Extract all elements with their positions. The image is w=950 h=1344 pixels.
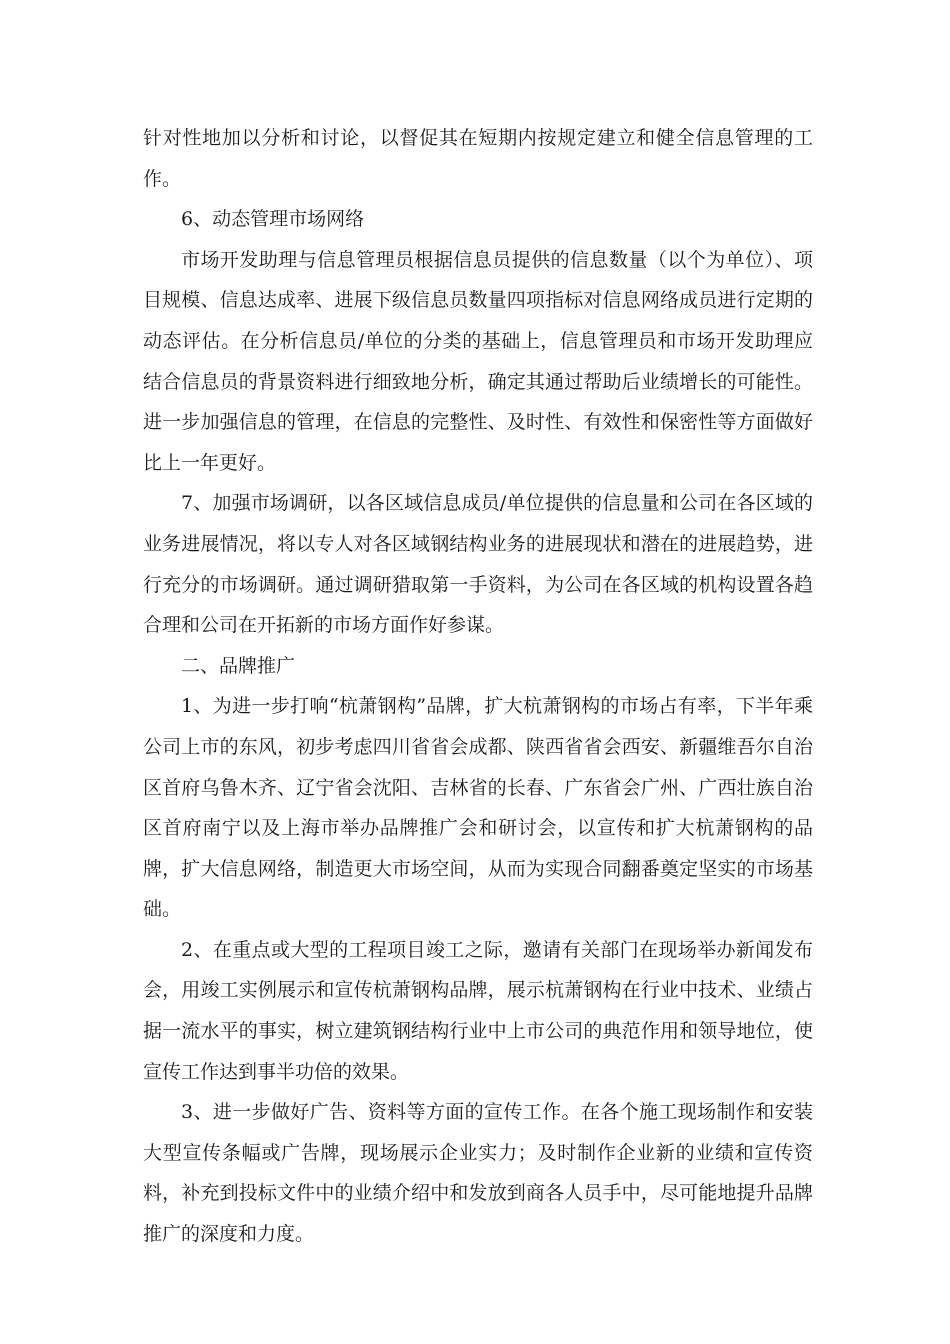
section-heading-brand-promotion: 二、品牌推广 — [181, 654, 296, 677]
paragraph-dynamic-management: 市场开发助理与信息管理员根据信息员提供的信息数量（以个为单位）、项目规模、信息达成率、进展下级信息员数量四项指标对信息网络成员进行定期的动态评估。在分析信息员/单位的分类的基础上，信息管理员和市场开发助理应结合信息员的背景资料进行细致地分析，确定其通过帮助后业绩增长的可能性。进一步加强信息的管理，在信息的完整性、及时性、有效性和保密性等方面做好比上一年更好。 — [143, 248, 813, 474]
paragraph-brand-item-1: 1、为进一步打响“杭萧钢构”品牌，扩大杭萧钢构的市场占有率，下半年乘公司上市的东风，初步考虑四川省省会成都、陕西省省会西安、新疆维吾尔自治区首府乌鲁木齐、辽宁省会沈阳、吉林省的长春、广东省会广州、广西壮族自治区首府南宁以及上海市举办品牌推广会和研讨会，以宣传和扩大杭萧钢构的品牌，扩大信息网络，制造更大市场空间，从而为实现合同翻番奠定坚实的市场基础。 — [143, 695, 813, 921]
paragraph-continuation: 针对性地加以分析和讨论，以督促其在短期内按规定建立和健全信息管理的工作。 — [143, 127, 813, 190]
document-body — [143, 118, 813, 1255]
paragraph-market-research: 7、加强市场调研，以各区域信息成员/单位提供的信息量和公司在各区域的业务进展情况，将以专人对各区域钢结构业务的进展现状和潜在的进展趋势，进行充分的市场调研。通过调研猎取第一手资料，为公司在各区域的机构设置各趋合理和公司在开拓新的市场方面作好参谋。 — [143, 492, 813, 637]
paragraph-brand-item-3: 3、进一步做好广告、资料等方面的宣传工作。在各个施工现场制作和安装大型宣传条幅或广告牌，现场展示企业实力；及时制作企业新的业绩和宣传资料，补充到投标文件中的业绩介绍中和发放到商各人员手中，尽可能地提升品牌推广的深度和力度。 — [143, 1101, 813, 1246]
section-heading-6: 6、动态管理市场网络 — [181, 208, 365, 231]
paragraph-brand-item-2: 2、在重点或大型的工程项目竣工之际，邀请有关部门在现场举办新闻发布会，用竣工实例展示和宣传杭萧钢构品牌，展示杭萧钢构在行业中技术、业绩占据一流水平的事实，树立建筑钢结构行业中上市公司的典范作用和领导地位，使宣传工作达到事半功倍的效果。 — [143, 938, 813, 1083]
